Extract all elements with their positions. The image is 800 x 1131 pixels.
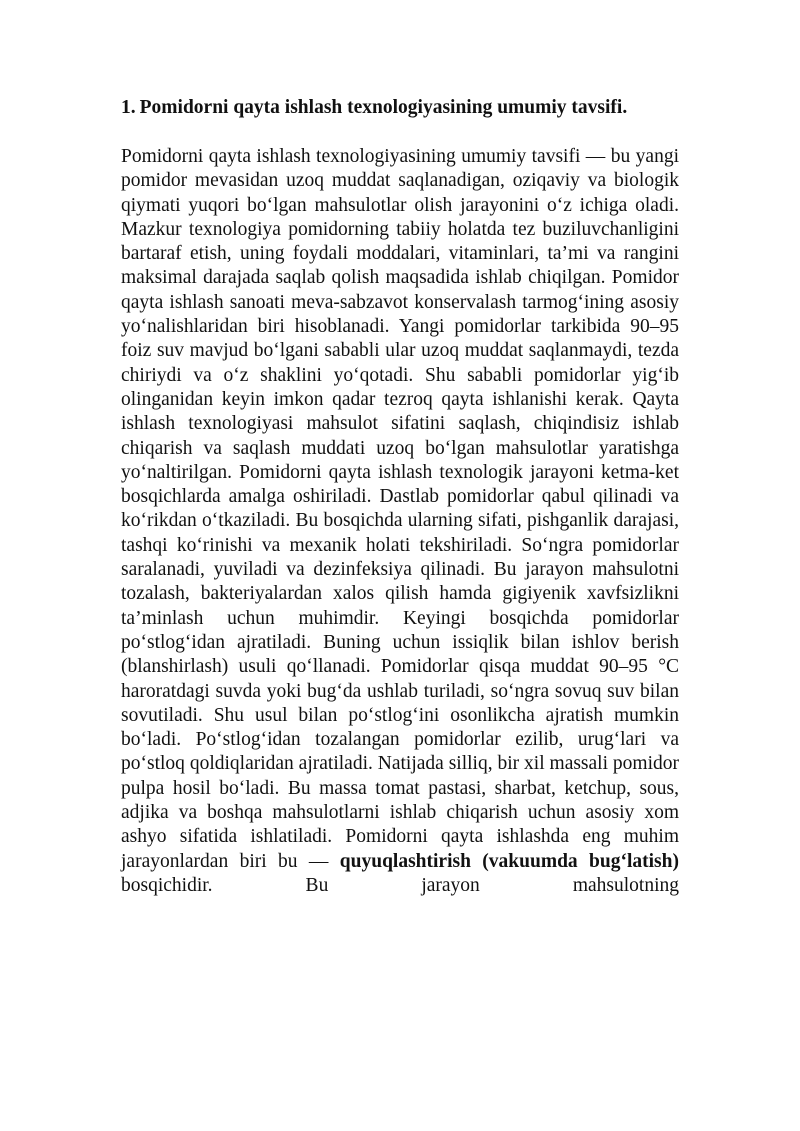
bold-term: quyuqlashtirish (vakuumda bug‘latish): [339, 850, 679, 872]
section-title: Pomidorni qayta ishlash texnologiyasining umumiy tavsifi.: [139, 97, 628, 118]
body-paragraph: [121, 145, 679, 898]
paragraph-text-end: bosqichidir. Bu jarayon mahsulotning: [121, 874, 679, 896]
page-content: [121, 96, 679, 898]
section-heading: [121, 96, 679, 120]
section-number: 1.: [121, 97, 136, 118]
paragraph-text-start: Pomidorni qayta ishlash texnologiyasining umumiy tavsifi — bu yangi pomidor mevasidan uzoq muddat saqlanadigan, oziqaviy va biologik qiymati yuqori bo‘lgan mahsulotlar olish jarayonini o‘z ichiga oladi. Mazkur texnologiya pomidorning tabiiy holatda tez buziluvchanligini bartaraf etish, uning foydali moddalari, vitaminlari, ta’mi va rangini maksimal darajada saqlab qolish maqsadida ishlab chiqilgan. Pomidor qayta ishlash sanoati meva-sabzavot konservalash tarmog‘ining asosiy yo‘nalishlaridan biri hisoblanadi. Yangi pomidorlar tarkibida 90–95 foiz suv mavjud bo‘lgani sababli ular uzoq muddat saqlanmaydi, tezda chiriydi va o‘z shaklini yo‘qotadi. Shu sababli pomidorlar yig‘ib olinganidan keyin imkon qadar tezroq qayta ishlanishi kerak. Qayta ishlash texnologiyasi mahsulot sifatini saqlash, chiqindisiz ishlab chiqarish va saqlash muddati uzoq bo‘lgan mahsulotlar yaratishga yo‘naltirilgan. Pomidorni qayta ishlash texnologik jarayoni ketma-ket bosqichlarda amalga oshiriladi. Dastlab pomidorlar qabul qilinadi va ko‘rikdan o‘tkaziladi. Bu bosqichda ularning sifati, pishganlik darajasi, tashqi ko‘rinishi va mexanik holati tekshiriladi. So‘ngra pomidorlar saralanadi, yuviladi va dezinfeksiya qilinadi. Bu jarayon mahsulotni tozalash, bakteriyalardan xalos qilish hamda gigiyenik xavfsizlikni ta’minlash uchun muhimdir. Keyingi bosqichda pomidorlar po‘stlog‘idan ajratiladi. Buning uchun issiqlik bilan ishlov berish (blanshirlash) usuli qo‘llanadi. Pomidorlar qisqa muddat 90–95 °C haroratdagi suvda yoki bug‘da ushlab turiladi, so‘ngra sovuq suv bilan sovutiladi. Shu usul bilan po‘stlog‘ini osonlikcha ajratish mumkin bo‘ladi. Po‘stlog‘idan tozalangan pomidorlar ezilib, urug‘lari va po‘stloq qoldiqlaridan ajratiladi. Natijada silliq, bir xil massali pomidor pulpa hosil bo‘ladi. Bu massa tomat pastasi, sharbat, ketchup, sous, adjika va boshqa mahsulotlarni ishlab chiqarish uchun asosiy xom ashyo sifatida ishlatiladi. Pomidorni qayta ishlashda eng muhim jarayonlardan biri bu —: [121, 146, 679, 872]
